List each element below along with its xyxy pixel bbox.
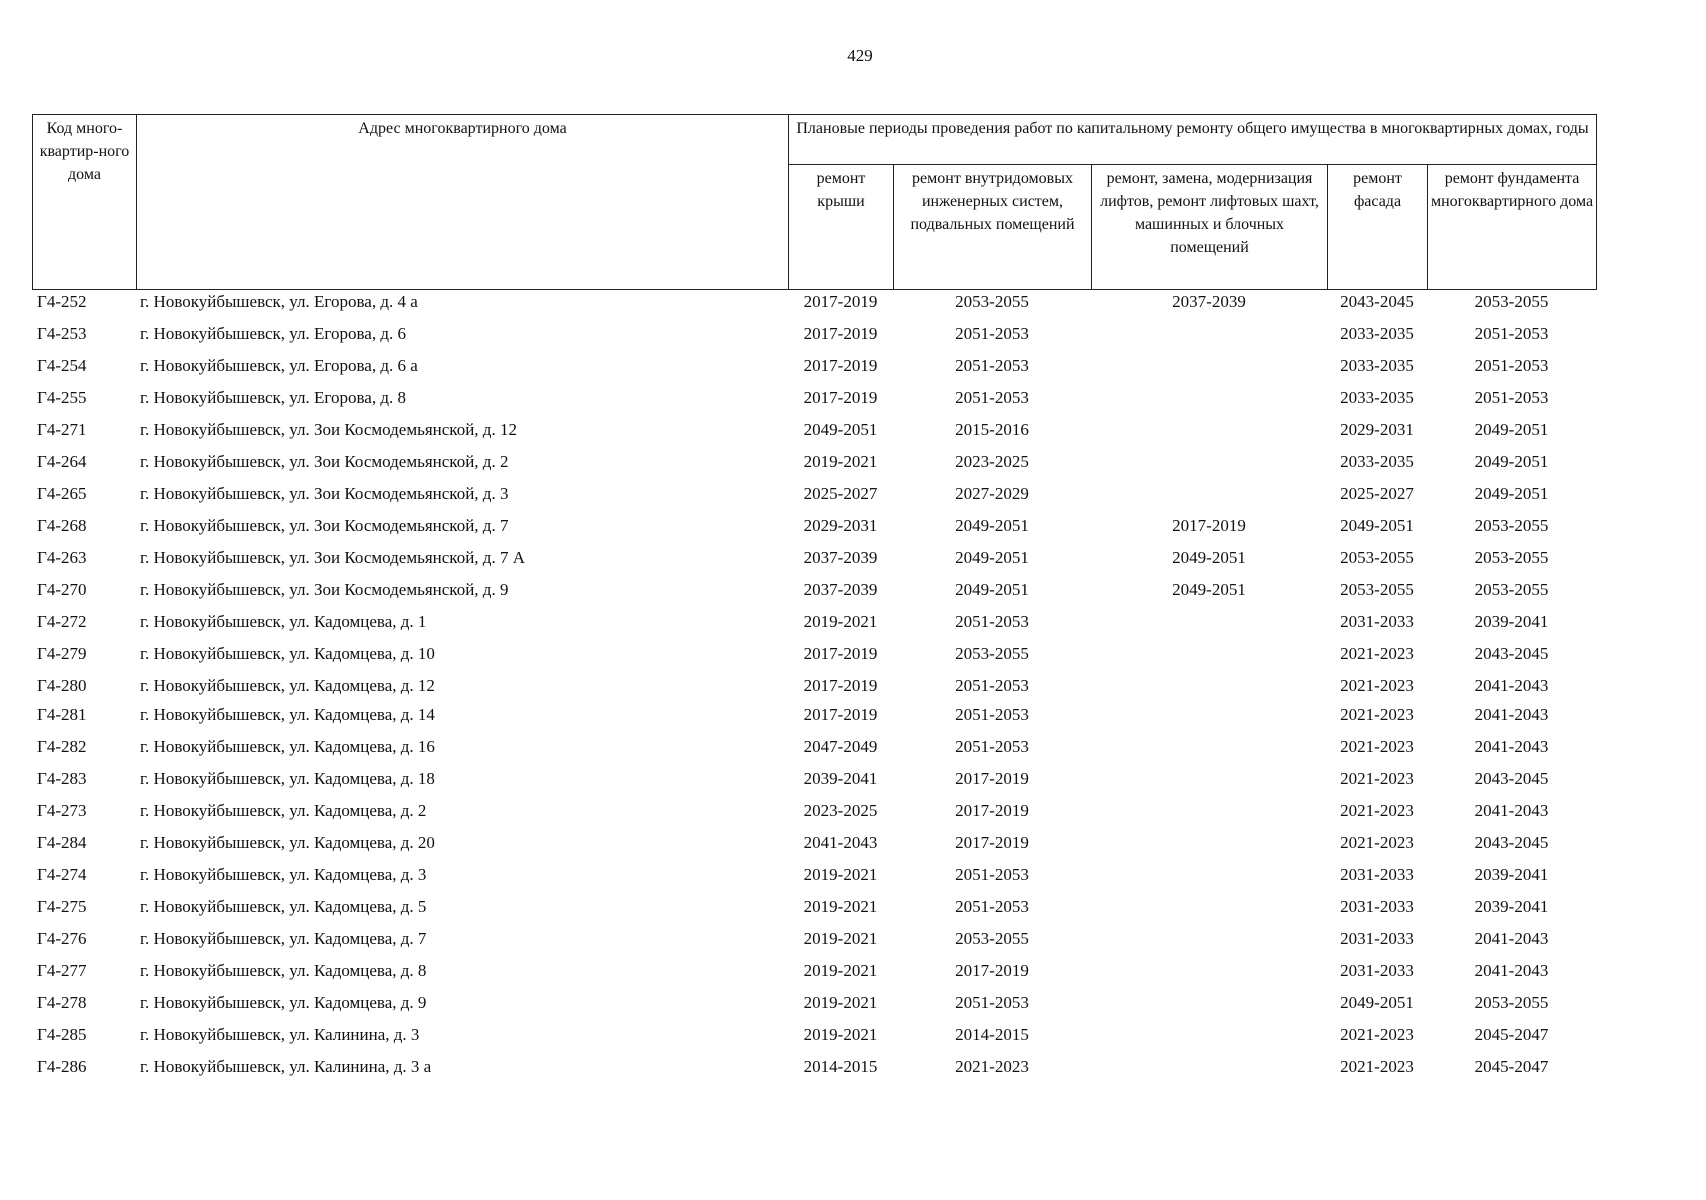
cell-engineering: 2053-2055	[955, 929, 1029, 948]
cell-facade: 2021-2023	[1340, 644, 1414, 663]
cell-code: Г4-273	[37, 801, 87, 820]
cell-roof: 2039-2041	[803, 769, 878, 788]
cell-facade: 2031-2033	[1340, 865, 1414, 884]
header-roof: ремонт крыши	[789, 165, 894, 290]
cell-roof: 2019-2021	[803, 612, 878, 631]
table-row	[32, 896, 1596, 928]
cell-elevators: 2017-2019	[1172, 516, 1246, 535]
cell-foundation: 2053-2055	[1474, 516, 1549, 535]
cell-foundation: 2043-2045	[1474, 833, 1549, 852]
header-address: Адрес многоквартирного дома	[137, 115, 789, 290]
cell-address: г. Новокуйбышевск, ул. Зои Космодемьянской, д. 12	[140, 420, 517, 439]
table-row	[32, 1024, 1596, 1056]
cell-roof: 2017-2019	[803, 388, 878, 407]
cell-facade: 2053-2055	[1340, 548, 1414, 567]
cell-roof: 2019-2021	[803, 452, 878, 471]
cell-roof: 2037-2039	[803, 580, 878, 599]
table-row	[32, 992, 1596, 1024]
cell-code: Г4-272	[37, 612, 87, 631]
header-periods: Плановые периоды проведения работ по капитальному ремонту общего имущества в многоквартирных домах, годы	[789, 115, 1597, 165]
cell-address: г. Новокуйбышевск, ул. Калинина, д. 3 а	[140, 1057, 432, 1076]
cell-facade: 2021-2023	[1340, 705, 1414, 724]
cell-engineering: 2051-2053	[955, 705, 1029, 724]
table-row	[32, 483, 1596, 515]
cell-code: Г4-265	[37, 484, 87, 503]
cell-engineering: 2051-2053	[955, 676, 1029, 695]
cell-foundation: 2045-2047	[1474, 1057, 1549, 1076]
cell-facade: 2049-2051	[1340, 516, 1414, 535]
cell-elevators	[1091, 355, 1327, 387]
cell-foundation: 2043-2045	[1474, 769, 1549, 788]
header-elevators: ремонт, замена, модернизация лифтов, ремонт лифтовых шахт, машинных и блочных помещений	[1092, 165, 1328, 290]
cell-elevators	[1091, 928, 1327, 960]
cell-elevators	[1091, 387, 1327, 419]
table-row	[32, 960, 1596, 992]
cell-facade: 2043-2045	[1340, 292, 1414, 311]
cell-code: Г4-277	[37, 961, 87, 980]
table-row	[32, 611, 1596, 643]
cell-roof: 2017-2019	[803, 644, 878, 663]
cell-engineering: 2051-2053	[955, 993, 1029, 1012]
cell-roof: 2019-2021	[803, 929, 878, 948]
cell-foundation: 2041-2043	[1474, 705, 1549, 724]
cell-elevators	[1091, 675, 1327, 704]
table-row	[32, 864, 1596, 896]
cell-roof: 2019-2021	[803, 961, 878, 980]
cell-elevators	[1091, 800, 1327, 832]
table-row	[32, 387, 1596, 419]
cell-facade: 2031-2033	[1340, 897, 1414, 916]
cell-engineering: 2023-2025	[955, 452, 1029, 471]
cell-address: г. Новокуйбышевск, ул. Кадомцева, д. 8	[140, 961, 427, 980]
cell-facade: 2031-2033	[1340, 929, 1414, 948]
cell-code: Г4-286	[37, 1057, 87, 1076]
cell-address: г. Новокуйбышевск, ул. Зои Космодемьянской, д. 7 А	[140, 548, 525, 567]
cell-code: Г4-271	[37, 420, 87, 439]
table-row	[32, 323, 1596, 355]
cell-code: Г4-253	[37, 324, 87, 343]
table-row	[32, 736, 1596, 768]
cell-facade: 2021-2023	[1340, 833, 1414, 852]
cell-foundation: 2039-2041	[1474, 897, 1549, 916]
cell-code: Г4-279	[37, 644, 87, 663]
cell-foundation: 2041-2043	[1474, 961, 1549, 980]
cell-roof: 2023-2025	[803, 801, 878, 820]
cell-elevators	[1091, 611, 1327, 643]
cell-engineering: 2051-2053	[955, 612, 1029, 631]
cell-engineering: 2053-2055	[955, 292, 1029, 311]
cell-code: Г4-254	[37, 356, 87, 375]
cell-elevators	[1091, 483, 1327, 515]
cell-roof: 2017-2019	[803, 705, 878, 724]
cell-foundation: 2041-2043	[1474, 676, 1549, 695]
data-table	[32, 291, 1596, 1088]
cell-address: г. Новокуйбышевск, ул. Кадомцева, д. 1	[140, 612, 427, 631]
cell-address: г. Новокуйбышевск, ул. Кадомцева, д. 18	[140, 769, 435, 788]
cell-engineering: 2049-2051	[955, 516, 1029, 535]
cell-address: г. Новокуйбышевск, ул. Зои Космодемьянской, д. 9	[140, 580, 509, 599]
cell-code: Г4-263	[37, 548, 87, 567]
table-row	[32, 515, 1596, 547]
cell-roof: 2049-2051	[803, 420, 878, 439]
cell-foundation: 2049-2051	[1474, 452, 1549, 471]
cell-foundation: 2043-2045	[1474, 644, 1549, 663]
cell-address: г. Новокуйбышевск, ул. Егорова, д. 6	[140, 324, 406, 343]
cell-engineering: 2049-2051	[955, 580, 1029, 599]
cell-engineering: 2017-2019	[955, 961, 1029, 980]
cell-foundation: 2045-2047	[1474, 1025, 1549, 1044]
cell-engineering: 2027-2029	[955, 484, 1029, 503]
cell-roof: 2017-2019	[803, 356, 878, 375]
cell-elevators	[1091, 832, 1327, 864]
cell-facade: 2021-2023	[1340, 676, 1414, 695]
table-row	[32, 291, 1596, 323]
cell-elevators: 2049-2051	[1172, 548, 1246, 567]
cell-engineering: 2051-2053	[955, 324, 1029, 343]
cell-engineering: 2049-2051	[955, 548, 1029, 567]
cell-code: Г4-282	[37, 737, 87, 756]
cell-address: г. Новокуйбышевск, ул. Кадомцева, д. 12	[140, 676, 435, 695]
cell-roof: 2017-2019	[803, 292, 878, 311]
table-row	[32, 768, 1596, 800]
cell-roof: 2019-2021	[803, 865, 878, 884]
cell-code: Г4-264	[37, 452, 87, 471]
cell-foundation: 2053-2055	[1474, 580, 1549, 599]
header-code: Код много-квартир-ного дома	[33, 115, 137, 290]
cell-facade: 2021-2023	[1340, 1057, 1414, 1076]
cell-roof: 2019-2021	[803, 897, 878, 916]
cell-roof: 2017-2019	[803, 676, 878, 695]
cell-elevators	[1091, 768, 1327, 800]
cell-roof: 2017-2019	[803, 324, 878, 343]
header-engineering: ремонт внутридомовых инженерных систем, подвальных помещений	[894, 165, 1092, 290]
page-number: 429	[847, 46, 873, 65]
cell-engineering: 2051-2053	[955, 388, 1029, 407]
cell-facade: 2049-2051	[1340, 993, 1414, 1012]
cell-address: г. Новокуйбышевск, ул. Кадомцева, д. 7	[140, 929, 427, 948]
cell-address: г. Новокуйбышевск, ул. Зои Космодемьянской, д. 3	[140, 484, 509, 503]
cell-code: Г4-285	[37, 1025, 87, 1044]
cell-code: Г4-252	[37, 292, 87, 311]
cell-address: г. Новокуйбышевск, ул. Егорова, д. 8	[140, 388, 406, 407]
cell-elevators	[1091, 1056, 1327, 1088]
cell-address: г. Новокуйбышевск, ул. Кадомцева, д. 9	[140, 993, 427, 1012]
cell-foundation: 2041-2043	[1474, 801, 1549, 820]
cell-address: г. Новокуйбышевск, ул. Кадомцева, д. 16	[140, 737, 435, 756]
cell-engineering: 2021-2023	[955, 1057, 1029, 1076]
cell-foundation: 2053-2055	[1474, 993, 1549, 1012]
table-row	[32, 355, 1596, 387]
header-facade: ремонт фасада	[1328, 165, 1428, 290]
cell-elevators: 2049-2051	[1172, 580, 1246, 599]
table-row	[32, 419, 1596, 451]
cell-elevators	[1091, 736, 1327, 768]
cell-roof: 2019-2021	[803, 1025, 878, 1044]
cell-elevators	[1091, 1024, 1327, 1056]
cell-code: Г4-278	[37, 993, 87, 1012]
cell-elevators	[1091, 960, 1327, 992]
cell-code: Г4-276	[37, 929, 87, 948]
table-row	[32, 675, 1596, 704]
cell-facade: 2033-2035	[1340, 452, 1414, 471]
cell-engineering: 2051-2053	[955, 356, 1029, 375]
cell-roof: 2037-2039	[803, 548, 878, 567]
cell-code: Г4-255	[37, 388, 87, 407]
cell-roof: 2025-2027	[803, 484, 878, 503]
cell-elevators	[1091, 419, 1327, 451]
cell-elevators	[1091, 643, 1327, 675]
cell-code: Г4-284	[37, 833, 87, 852]
cell-address: г. Новокуйбышевск, ул. Кадомцева, д. 5	[140, 897, 427, 916]
cell-roof: 2041-2043	[803, 833, 878, 852]
cell-address: г. Новокуйбышевск, ул. Зои Космодемьянской, д. 2	[140, 452, 509, 471]
table-row	[32, 1056, 1596, 1088]
cell-foundation: 2051-2053	[1474, 388, 1549, 407]
cell-foundation: 2053-2055	[1474, 292, 1549, 311]
cell-facade: 2021-2023	[1340, 737, 1414, 756]
cell-address: г. Новокуйбышевск, ул. Кадомцева, д. 3	[140, 865, 427, 884]
cell-address: г. Новокуйбышевск, ул. Зои Космодемьянской, д. 7	[140, 516, 509, 535]
cell-engineering: 2015-2016	[955, 420, 1029, 439]
cell-engineering: 2053-2055	[955, 644, 1029, 663]
cell-facade: 2031-2033	[1340, 961, 1414, 980]
cell-foundation: 2041-2043	[1474, 929, 1549, 948]
table-row	[32, 704, 1596, 736]
cell-foundation: 2039-2041	[1474, 612, 1549, 631]
cell-code: Г4-280	[37, 676, 87, 695]
table-row	[32, 547, 1596, 579]
cell-elevators: 2037-2039	[1172, 292, 1246, 311]
cell-address: г. Новокуйбышевск, ул. Кадомцева, д. 14	[140, 705, 435, 724]
cell-engineering: 2014-2015	[955, 1025, 1029, 1044]
table-row	[32, 800, 1596, 832]
cell-elevators	[1091, 704, 1327, 736]
cell-code: Г4-270	[37, 580, 87, 599]
cell-foundation: 2053-2055	[1474, 548, 1549, 567]
cell-elevators	[1091, 451, 1327, 483]
table-row	[32, 832, 1596, 864]
cell-address: г. Новокуйбышевск, ул. Калинина, д. 3	[140, 1025, 420, 1044]
cell-engineering: 2017-2019	[955, 801, 1029, 820]
cell-facade: 2033-2035	[1340, 356, 1414, 375]
cell-facade: 2025-2027	[1340, 484, 1414, 503]
cell-engineering: 2051-2053	[955, 865, 1029, 884]
cell-code: Г4-283	[37, 769, 87, 788]
header-foundation: ремонт фундамента многоквартирного дома	[1428, 165, 1597, 290]
cell-engineering: 2017-2019	[955, 769, 1029, 788]
cell-address: г. Новокуйбышевск, ул. Кадомцева, д. 20	[140, 833, 435, 852]
cell-code: Г4-281	[37, 705, 87, 724]
cell-foundation: 2041-2043	[1474, 737, 1549, 756]
cell-facade: 2029-2031	[1340, 420, 1414, 439]
cell-code: Г4-275	[37, 897, 87, 916]
cell-engineering: 2051-2053	[955, 737, 1029, 756]
cell-foundation: 2049-2051	[1474, 484, 1549, 503]
cell-facade: 2021-2023	[1340, 1025, 1414, 1044]
cell-elevators	[1091, 992, 1327, 1024]
table-row	[32, 451, 1596, 483]
cell-address: г. Новокуйбышевск, ул. Егорова, д. 6 а	[140, 356, 418, 375]
cell-elevators	[1091, 864, 1327, 896]
cell-foundation: 2049-2051	[1474, 420, 1549, 439]
cell-facade: 2021-2023	[1340, 801, 1414, 820]
cell-foundation: 2051-2053	[1474, 356, 1549, 375]
cell-facade: 2033-2035	[1340, 388, 1414, 407]
cell-elevators	[1091, 323, 1327, 355]
cell-facade: 2033-2035	[1340, 324, 1414, 343]
cell-engineering: 2017-2019	[955, 833, 1029, 852]
cell-code: Г4-274	[37, 865, 87, 884]
table-row	[32, 579, 1596, 611]
cell-foundation: 2051-2053	[1474, 324, 1549, 343]
table-row	[32, 928, 1596, 960]
cell-facade: 2021-2023	[1340, 769, 1414, 788]
cell-address: г. Новокуйбышевск, ул. Кадомцева, д. 10	[140, 644, 435, 663]
cell-facade: 2053-2055	[1340, 580, 1414, 599]
cell-foundation: 2039-2041	[1474, 865, 1549, 884]
table-row	[32, 643, 1596, 675]
cell-engineering: 2051-2053	[955, 897, 1029, 916]
cell-code: Г4-268	[37, 516, 87, 535]
cell-roof: 2014-2015	[803, 1057, 878, 1076]
cell-facade: 2031-2033	[1340, 612, 1414, 631]
cell-roof: 2047-2049	[803, 737, 878, 756]
cell-roof: 2029-2031	[803, 516, 878, 535]
cell-address: г. Новокуйбышевск, ул. Егорова, д. 4 а	[140, 292, 418, 311]
cell-elevators	[1091, 896, 1327, 928]
table-header	[32, 114, 1597, 290]
cell-address: г. Новокуйбышевск, ул. Кадомцева, д. 2	[140, 801, 427, 820]
cell-roof: 2019-2021	[803, 993, 878, 1012]
